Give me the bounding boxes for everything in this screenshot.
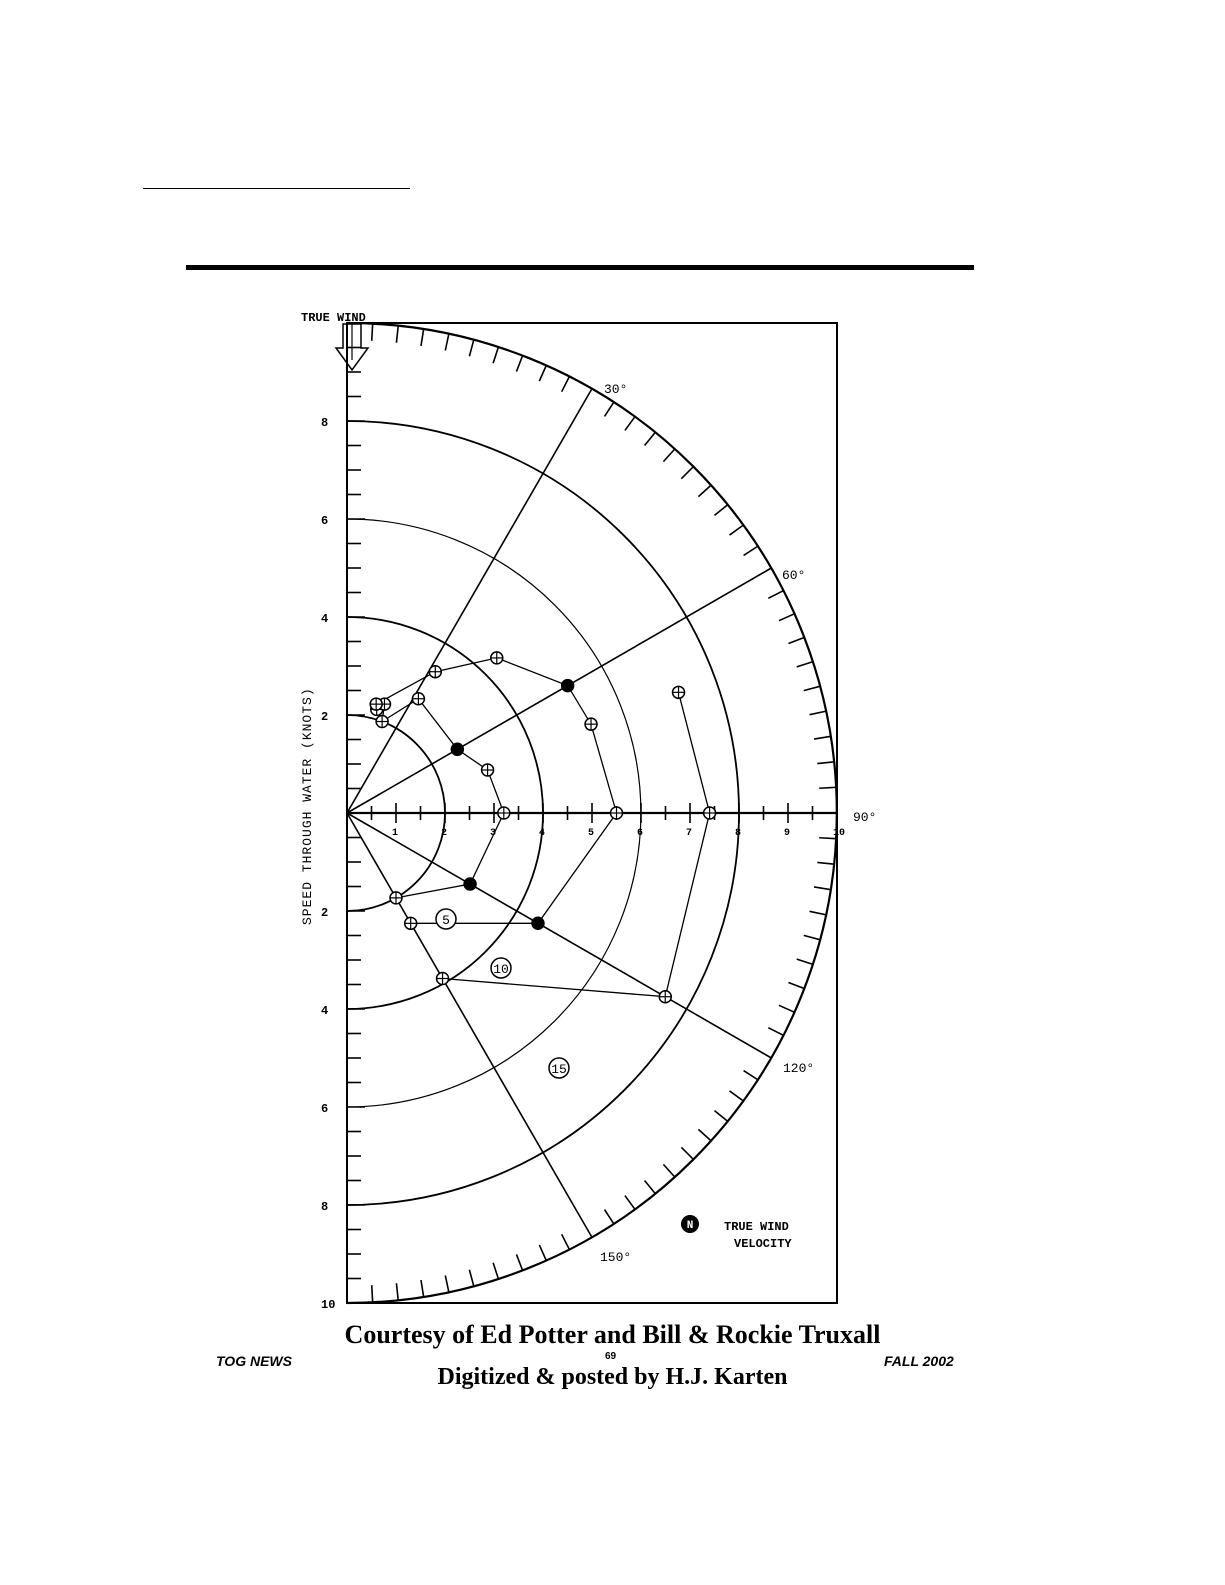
angle-label: 60° <box>782 568 806 583</box>
digitized-line: Digitized & posted by H.J. Karten <box>437 1364 788 1390</box>
spoke-60 <box>347 568 771 813</box>
rim-tick <box>810 711 827 715</box>
rim-tick <box>804 935 821 939</box>
rim-tick <box>493 347 498 363</box>
y-tick-label: 8 <box>321 416 329 430</box>
rim-tick <box>730 525 744 535</box>
x-tick-label: 4 <box>539 828 546 839</box>
rim-tick <box>768 591 783 599</box>
rim-tick <box>714 505 727 516</box>
x-tick-label: 3 <box>490 828 497 839</box>
rim-tick <box>562 1234 570 1249</box>
y-tick-label: 8 <box>321 1200 329 1214</box>
y-tick-label: 10 <box>321 1298 336 1312</box>
rim-tick <box>681 467 693 479</box>
x-tick-label: 8 <box>735 828 742 839</box>
rim-tick <box>814 887 831 890</box>
rim-tick <box>817 862 834 864</box>
y-tick-label: 4 <box>321 1004 329 1018</box>
x-tick-label: 1 <box>392 828 399 839</box>
rim-tick <box>698 485 711 496</box>
y-tick-label: 2 <box>321 710 329 724</box>
rim-tick <box>788 982 804 988</box>
y-tick-label: 6 <box>321 1102 329 1116</box>
series-label: 10 <box>493 962 509 977</box>
rim-tick <box>744 546 758 555</box>
x-tick-label: 7 <box>686 828 693 839</box>
data-point <box>562 680 574 692</box>
y-tick-label: 2 <box>321 906 329 920</box>
chart-title: TRUE WIND <box>301 311 366 325</box>
x-tick-label: 6 <box>637 828 644 839</box>
rim-tick <box>469 340 473 357</box>
rim-tick <box>810 911 827 915</box>
rim-tick <box>396 1283 398 1300</box>
rim-tick <box>605 1210 614 1224</box>
rim-tick <box>539 1245 546 1261</box>
legend-text: TRUE WIND <box>724 1220 789 1234</box>
footer-publication: TOG NEWS <box>216 1353 292 1369</box>
rim-tick <box>445 1276 449 1293</box>
rim-tick <box>797 959 813 964</box>
curve-15 <box>443 692 710 996</box>
rim-tick <box>421 1280 424 1297</box>
rim-tick <box>562 376 570 391</box>
rim-tick <box>768 1028 783 1036</box>
rim-tick <box>396 326 398 343</box>
rim-tick <box>516 356 522 372</box>
rim-tick <box>797 662 813 667</box>
spoke-120 <box>347 813 771 1058</box>
rim-tick <box>744 1071 758 1080</box>
angle-label: 150° <box>600 1250 632 1265</box>
x-tick-label: 2 <box>441 828 448 839</box>
rim-tick <box>625 417 635 431</box>
angle-label: 90° <box>853 810 877 825</box>
rim-tick <box>645 432 656 445</box>
rim-tick <box>779 614 795 621</box>
legend-symbol-label: N <box>686 1220 694 1232</box>
x-tick-label: 5 <box>588 828 595 839</box>
chart-ticks <box>347 324 836 1303</box>
rim-tick <box>681 1147 693 1159</box>
rim-tick <box>445 334 449 351</box>
legend-text: VELOCITY <box>734 1237 792 1251</box>
rim-tick <box>372 1285 373 1302</box>
rim-tick <box>788 637 804 643</box>
rim-tick <box>730 1091 744 1101</box>
rim-tick <box>804 686 821 690</box>
rim-tick <box>539 365 546 381</box>
data-point <box>532 917 544 929</box>
angle-label: 30° <box>604 382 628 397</box>
footer-issue: FALL 2002 <box>884 1353 954 1369</box>
x-tick-label: 10 <box>833 828 846 839</box>
footer-page-number: 69 <box>605 1351 617 1362</box>
rim-tick <box>645 1180 656 1193</box>
rim-tick <box>817 762 834 764</box>
spoke-30 <box>347 389 592 813</box>
series-label: 5 <box>442 913 450 928</box>
chart-labels <box>300 311 876 1312</box>
rim-tick <box>663 1164 674 1177</box>
rim-tick <box>493 1263 498 1279</box>
y-tick-label: 6 <box>321 514 329 528</box>
credit-line: Courtesy of Ed Potter and Bill & Rockie Truxall <box>344 1320 881 1349</box>
rim-tick <box>421 329 424 346</box>
y-tick-label: 4 <box>321 612 329 626</box>
rim-tick <box>698 1129 711 1140</box>
rim-tick <box>819 787 836 788</box>
rim-tick <box>625 1196 635 1210</box>
rim-tick <box>372 324 373 341</box>
data-point <box>464 878 476 890</box>
rim-tick <box>469 1270 473 1287</box>
spoke-150 <box>347 813 595 1237</box>
angle-label: 120° <box>783 1061 815 1076</box>
y-axis-label: SPEED THROUGH WATER (KNOTS) <box>300 687 315 925</box>
x-tick-label: 9 <box>784 828 791 839</box>
rim-tick <box>714 1111 727 1122</box>
rim-tick <box>814 736 831 739</box>
rim-tick <box>663 449 674 462</box>
rim-tick <box>516 1254 522 1270</box>
data-point <box>451 743 463 755</box>
series-label: 15 <box>551 1062 567 1077</box>
rim-tick <box>605 402 614 416</box>
rim-tick <box>779 1005 795 1012</box>
